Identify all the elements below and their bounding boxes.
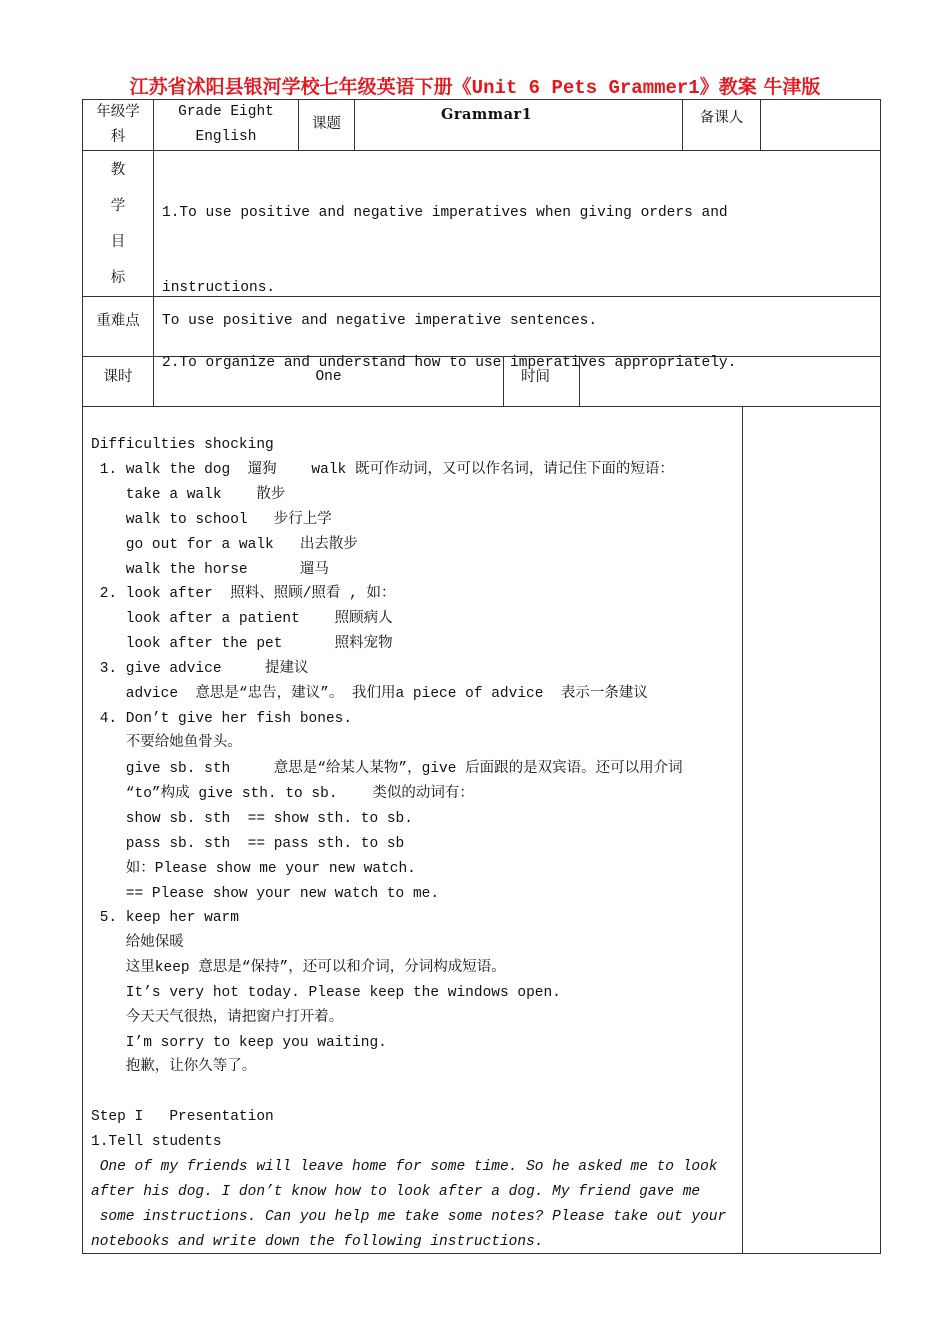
body-line: 给她保暖: [91, 935, 184, 951]
body-line: walk the horse 遛马: [91, 562, 329, 578]
body-line: 4. Don’t give her fish bones.: [91, 711, 353, 727]
grade-label: 年级学 科: [96, 104, 140, 145]
body-line: 今天天气很热，请把窗户打开着。: [91, 1010, 344, 1026]
period-value: One: [315, 369, 342, 385]
body-line: 1. walk the dog 遛狗 walk 既可作动词，又可以作名词，请记住下面的短语：: [91, 462, 674, 478]
body-line: 5. keep her warm: [91, 910, 239, 926]
period-label: 课时: [103, 369, 133, 385]
objectives-text: 1.To use positive and negative imperatives when giving orders and instructions. 2.To organize and understand how to use imperatives appropriately.: [162, 205, 737, 371]
body-line: look after the pet 照料宠物: [91, 636, 393, 652]
col-divider: [354, 99, 355, 150]
body-line: advice 意思是“忠告，建议”。 我们用a piece of advice 表示一条建议: [91, 686, 648, 702]
body-line: show sb. sth == show sth. to sb.: [91, 811, 413, 827]
document-title: 江苏省沭阳县银河学校七年级英语下册《Unit 6 Pets Grammer1》教案 牛津版: [129, 76, 821, 99]
preparer-label: 备课人: [699, 110, 744, 126]
body-line: 如：Please show me your new watch.: [91, 861, 416, 877]
topic-value: Grammar1: [441, 106, 533, 123]
body-line: go out for a walk 出去散步: [91, 537, 358, 553]
body-line: look after a patient 照顾病人: [91, 611, 393, 627]
body-line: walk to school 步行上学: [91, 512, 332, 528]
body-line: It’s very hot today. Please keep the windows open.: [91, 985, 561, 1001]
instruction-paragraph-line: One of my friends will leave home for some time. So he asked me to look: [91, 1159, 718, 1175]
instruction-paragraph-line: some instructions. Can you help me take some notes? Please take out your: [91, 1209, 727, 1225]
step-heading: Step I Presentation: [91, 1109, 274, 1125]
body-line: take a walk 散步: [91, 487, 286, 503]
grade-value: Grade Eight English: [178, 104, 274, 145]
body-line: give sb. sth 意思是“给某人某物”，give 后面跟的是双宾语。还可以用介词: [91, 761, 683, 777]
col-divider: [742, 406, 743, 1253]
time-label: 时间: [521, 369, 550, 385]
body-line: 不要给她鱼骨头。: [91, 735, 242, 751]
objectives-label: 教 学 目 标: [110, 162, 126, 286]
col-divider: [760, 99, 761, 150]
instruction-paragraph-line: notebooks and write down the following instructions.: [91, 1234, 544, 1250]
body-line: pass sb. sth == pass sth. to sb: [91, 836, 405, 852]
body-line: 这里keep 意思是“保持”，还可以和介词，分词构成短语。: [91, 960, 506, 976]
body-line: 1.Tell students: [91, 1134, 222, 1150]
body-line: “to”构成 give sth. to sb. 类似的动词有：: [91, 786, 474, 802]
body-line: 2. look after 照料、照顾/照看 , 如：: [91, 586, 396, 602]
body-line: == Please show your new watch to me.: [91, 886, 440, 902]
body-line: 抱歉，让你久等了。: [91, 1059, 257, 1075]
row-divider: [82, 406, 881, 407]
body-line: Difficulties shocking: [91, 437, 274, 453]
table-border-right: [880, 99, 881, 1253]
key-points-label: 重难点: [96, 313, 140, 329]
body-line: I’m sorry to keep you waiting.: [91, 1035, 387, 1051]
instruction-paragraph-line: after his dog. I don’t know how to look after a dog. My friend gave me: [91, 1184, 701, 1200]
topic-label: 课题: [312, 116, 341, 132]
key-points-text: To use positive and negative imperative sentences.: [162, 313, 598, 329]
body-line: 3. give advice 提建议: [91, 661, 309, 677]
